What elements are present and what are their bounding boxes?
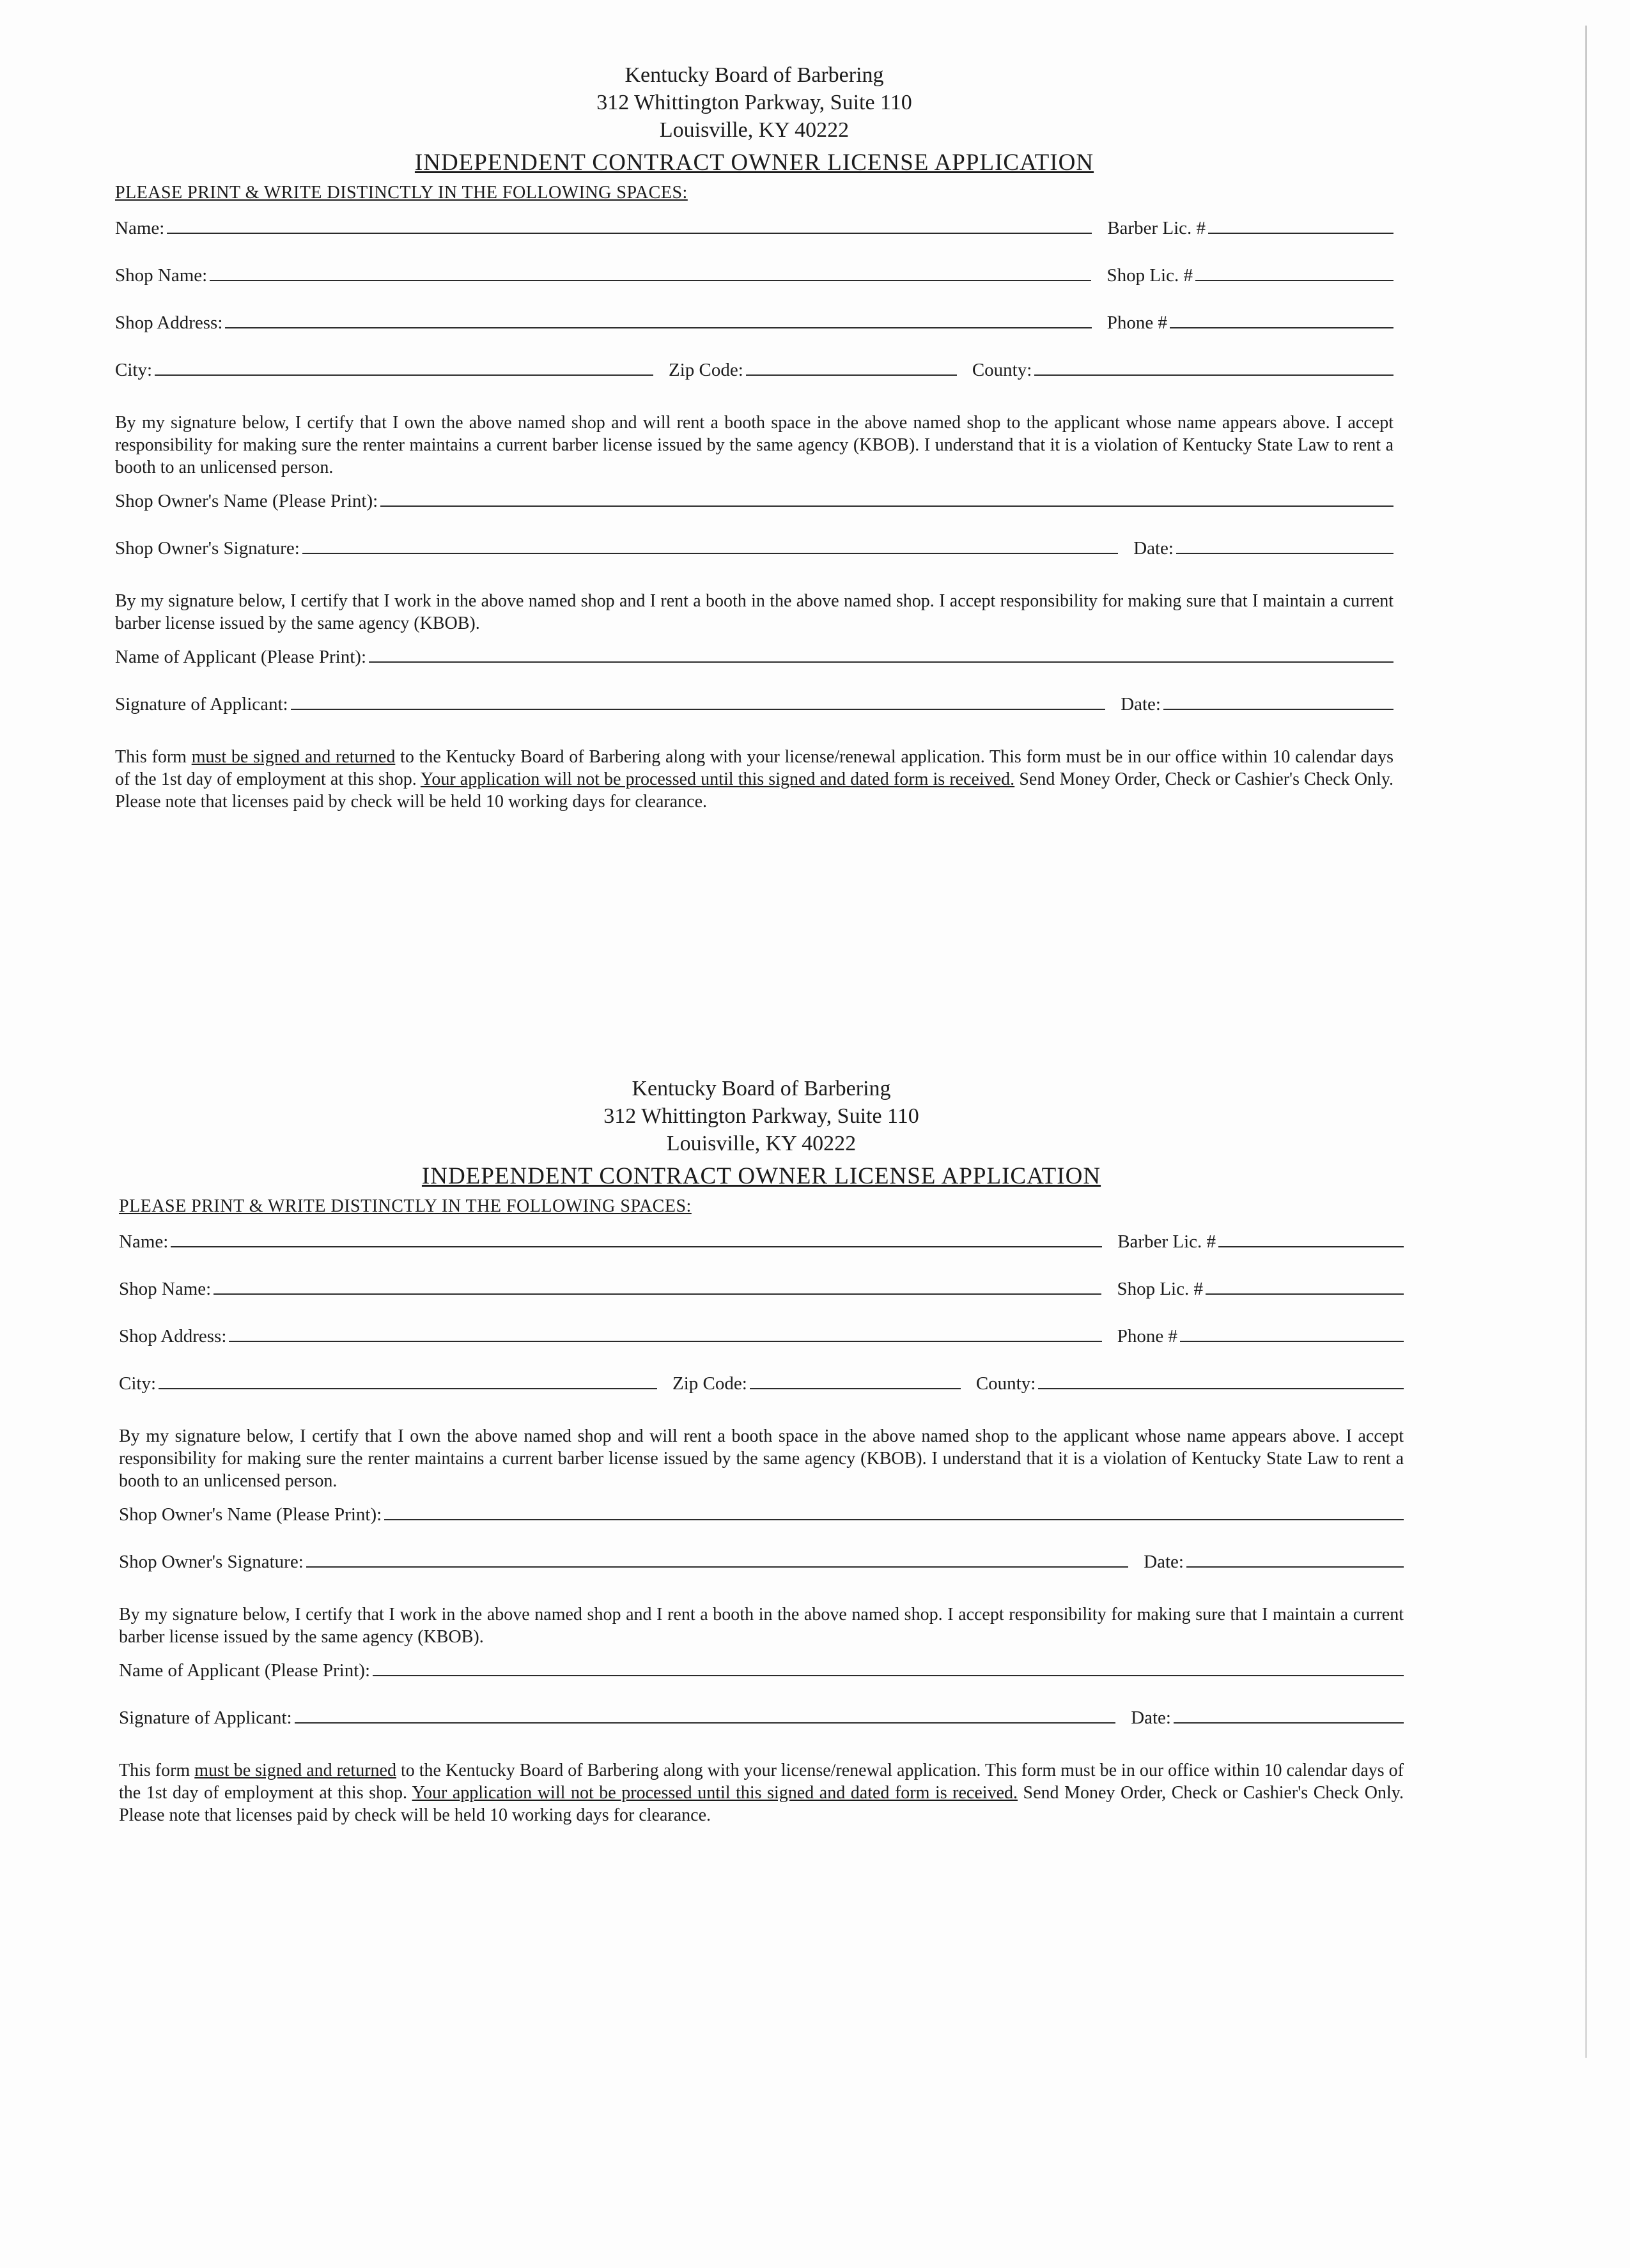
applicant-date-field[interactable]: [1163, 692, 1393, 710]
owner-date-field[interactable]: [1186, 1550, 1404, 1568]
applicant-name-field[interactable]: [373, 1658, 1404, 1676]
county-field[interactable]: [1034, 358, 1393, 376]
row-shop-name: [115, 263, 1393, 311]
row-name: [115, 216, 1393, 263]
form-instruction: PLEASE PRINT & WRITE DISTINCTLY IN THE FOLLOWING SPACES:: [115, 183, 688, 203]
org-address-line-2: Louisville, KY 40222: [659, 118, 850, 142]
city-label: City:: [119, 1373, 157, 1394]
form-title: INDEPENDENT CONTRACT OWNER LICENSE APPLICATION: [421, 1163, 1101, 1189]
shop-lic-label: Shop Lic. #: [1106, 265, 1193, 286]
row-name: [119, 1230, 1404, 1277]
shop-name-label: Shop Name:: [119, 1279, 212, 1299]
notice-text-3: Send Money Order, Check or Cashier's Check Only. Please note that licenses paid by check will be held 10 working days for clearance.: [115, 769, 1394, 812]
owner-date-label: Date:: [1133, 538, 1174, 559]
county-field[interactable]: [1038, 1371, 1404, 1389]
county-label: County:: [975, 1373, 1036, 1394]
phone-label: Phone #: [1106, 312, 1167, 333]
owner-date-field[interactable]: [1176, 536, 1393, 554]
notice-text-1: This form: [119, 1761, 195, 1780]
notice-text-1: This form: [115, 747, 192, 767]
row-city: [119, 1371, 1404, 1419]
row-owner-signature: [119, 1550, 1404, 1597]
applicant-date-label: Date:: [1131, 1708, 1171, 1728]
scan-edge-shadow: [1585, 26, 1587, 2058]
applicant-certification: By my signature below, I certify that I work in the above named shop and I rent a booth in the above named shop. I accept responsibility for making sure that I maintain a current barber license issued by the same agency (KBOB).: [119, 1605, 1404, 1647]
application-form-2: [119, 1075, 1404, 1837]
county-label: County:: [972, 360, 1032, 380]
notice-text-2: to the Kentucky Board of Barbering along with your license/renewal application. This form must be in our office within 10 calendar days of the 1st day of employment at this shop.: [119, 1761, 1404, 1803]
application-form-1: [115, 61, 1393, 823]
shop-lic-field[interactable]: [1195, 263, 1393, 281]
form-instruction: PLEASE PRINT & WRITE DISTINCTLY IN THE FOLLOWING SPACES:: [119, 1196, 692, 1216]
row-shop-address: [119, 1324, 1404, 1371]
owner-signature-label: Shop Owner's Signature:: [115, 538, 300, 559]
city-field[interactable]: [159, 1371, 657, 1389]
applicant-name-label: Name of Applicant (Please Print):: [119, 1660, 371, 1681]
submission-notice: [115, 746, 1393, 813]
owner-name-label: Shop Owner's Name (Please Print):: [115, 491, 378, 511]
applicant-signature-field[interactable]: [291, 692, 1106, 710]
org-name: Kentucky Board of Barbering: [625, 63, 884, 87]
owner-certification: By my signature below, I certify that I own the above named shop and will rent a booth space in the above named shop to the applicant whose name appears above. I accept responsibility for making sure the renter maintains a current barber license issued by the same agency (KBOB). I understand that it is a violation of Kentucky State Law to rent a booth to an unlicensed person.: [115, 413, 1393, 477]
org-header: [115, 61, 1393, 144]
row-applicant-signature: [119, 1706, 1404, 1753]
barber-lic-field[interactable]: [1208, 216, 1393, 234]
owner-name-field[interactable]: [384, 1502, 1404, 1520]
shop-address-field[interactable]: [229, 1324, 1101, 1342]
applicant-signature-label: Signature of Applicant:: [115, 694, 288, 714]
row-owner-name: [119, 1502, 1404, 1550]
notice-text-3: Send Money Order, Check or Cashier's Check Only. Please note that licenses paid by check will be held 10 working days for clearance.: [119, 1783, 1404, 1825]
notice-text-2: to the Kentucky Board of Barbering along with your license/renewal application. This form must be in our office within 10 calendar days of the 1st day of employment at this shop.: [115, 747, 1393, 789]
zip-label: Zip Code:: [669, 360, 743, 380]
row-owner-signature: [115, 536, 1393, 583]
zip-field[interactable]: [746, 358, 957, 376]
owner-signature-field[interactable]: [302, 536, 1118, 554]
name-field[interactable]: [171, 1230, 1102, 1247]
owner-name-field[interactable]: [380, 489, 1393, 507]
barber-lic-label: Barber Lic. #: [1107, 218, 1206, 238]
row-applicant-signature: [115, 692, 1393, 739]
name-label: Name:: [119, 1231, 169, 1252]
org-address-line-2: Louisville, KY 40222: [666, 1132, 857, 1155]
shop-name-field[interactable]: [210, 263, 1091, 281]
name-label: Name:: [115, 218, 165, 238]
zip-field[interactable]: [750, 1371, 961, 1389]
applicant-date-field[interactable]: [1174, 1706, 1404, 1724]
owner-name-label: Shop Owner's Name (Please Print):: [119, 1504, 382, 1525]
notice-emphasis-1: must be signed and returned: [191, 747, 396, 767]
notice-emphasis-1: must be signed and returned: [194, 1761, 396, 1780]
applicant-name-label: Name of Applicant (Please Print):: [115, 647, 367, 667]
barber-lic-field[interactable]: [1218, 1230, 1404, 1247]
city-field[interactable]: [155, 358, 653, 376]
shop-address-label: Shop Address:: [115, 312, 223, 333]
owner-signature-label: Shop Owner's Signature:: [119, 1552, 304, 1572]
shop-lic-label: Shop Lic. #: [1117, 1279, 1203, 1299]
row-applicant-name: [115, 645, 1393, 692]
shop-address-field[interactable]: [225, 311, 1091, 328]
phone-field[interactable]: [1180, 1324, 1404, 1342]
name-field[interactable]: [167, 216, 1092, 234]
shop-lic-field[interactable]: [1206, 1277, 1404, 1295]
row-city: [115, 358, 1393, 405]
applicant-signature-field[interactable]: [295, 1706, 1116, 1724]
row-applicant-name: [119, 1658, 1404, 1706]
submission-notice: [119, 1759, 1404, 1826]
barber-lic-label: Barber Lic. #: [1117, 1231, 1216, 1252]
row-shop-address: [115, 311, 1393, 358]
owner-signature-field[interactable]: [306, 1550, 1128, 1568]
owner-date-label: Date:: [1144, 1552, 1184, 1572]
row-shop-name: [119, 1277, 1404, 1324]
row-owner-name: [115, 489, 1393, 536]
applicant-name-field[interactable]: [369, 645, 1393, 663]
shop-name-label: Shop Name:: [115, 265, 208, 286]
notice-emphasis-2: Your application will not be processed until this signed and dated form is received.: [412, 1783, 1018, 1803]
notice-emphasis-2: Your application will not be processed until this signed and dated form is received.: [420, 769, 1015, 789]
city-label: City:: [115, 360, 153, 380]
org-header: [119, 1075, 1404, 1157]
owner-certification: By my signature below, I certify that I own the above named shop and will rent a booth space in the above named shop to the applicant whose name appears above. I accept responsibility for making sure the renter maintains a current barber license issued by the same agency (KBOB). I understand that it is a violation of Kentucky State Law to rent a booth to an unlicensed person.: [119, 1426, 1404, 1491]
zip-label: Zip Code:: [672, 1373, 747, 1394]
shop-name-field[interactable]: [213, 1277, 1101, 1295]
applicant-date-label: Date:: [1121, 694, 1161, 714]
org-address-line-1: 312 Whittington Parkway, Suite 110: [603, 1104, 919, 1128]
applicant-certification: By my signature below, I certify that I work in the above named shop and I rent a booth in the above named shop. I accept responsibility for making sure that I maintain a current barber license issued by the same agency (KBOB).: [115, 591, 1393, 633]
org-name: Kentucky Board of Barbering: [632, 1077, 891, 1100]
phone-label: Phone #: [1117, 1326, 1177, 1346]
applicant-signature-label: Signature of Applicant:: [119, 1708, 292, 1728]
org-address-line-1: 312 Whittington Parkway, Suite 110: [596, 91, 912, 114]
phone-field[interactable]: [1170, 311, 1393, 328]
form-title: INDEPENDENT CONTRACT OWNER LICENSE APPLICATION: [414, 150, 1094, 176]
shop-address-label: Shop Address:: [119, 1326, 227, 1346]
